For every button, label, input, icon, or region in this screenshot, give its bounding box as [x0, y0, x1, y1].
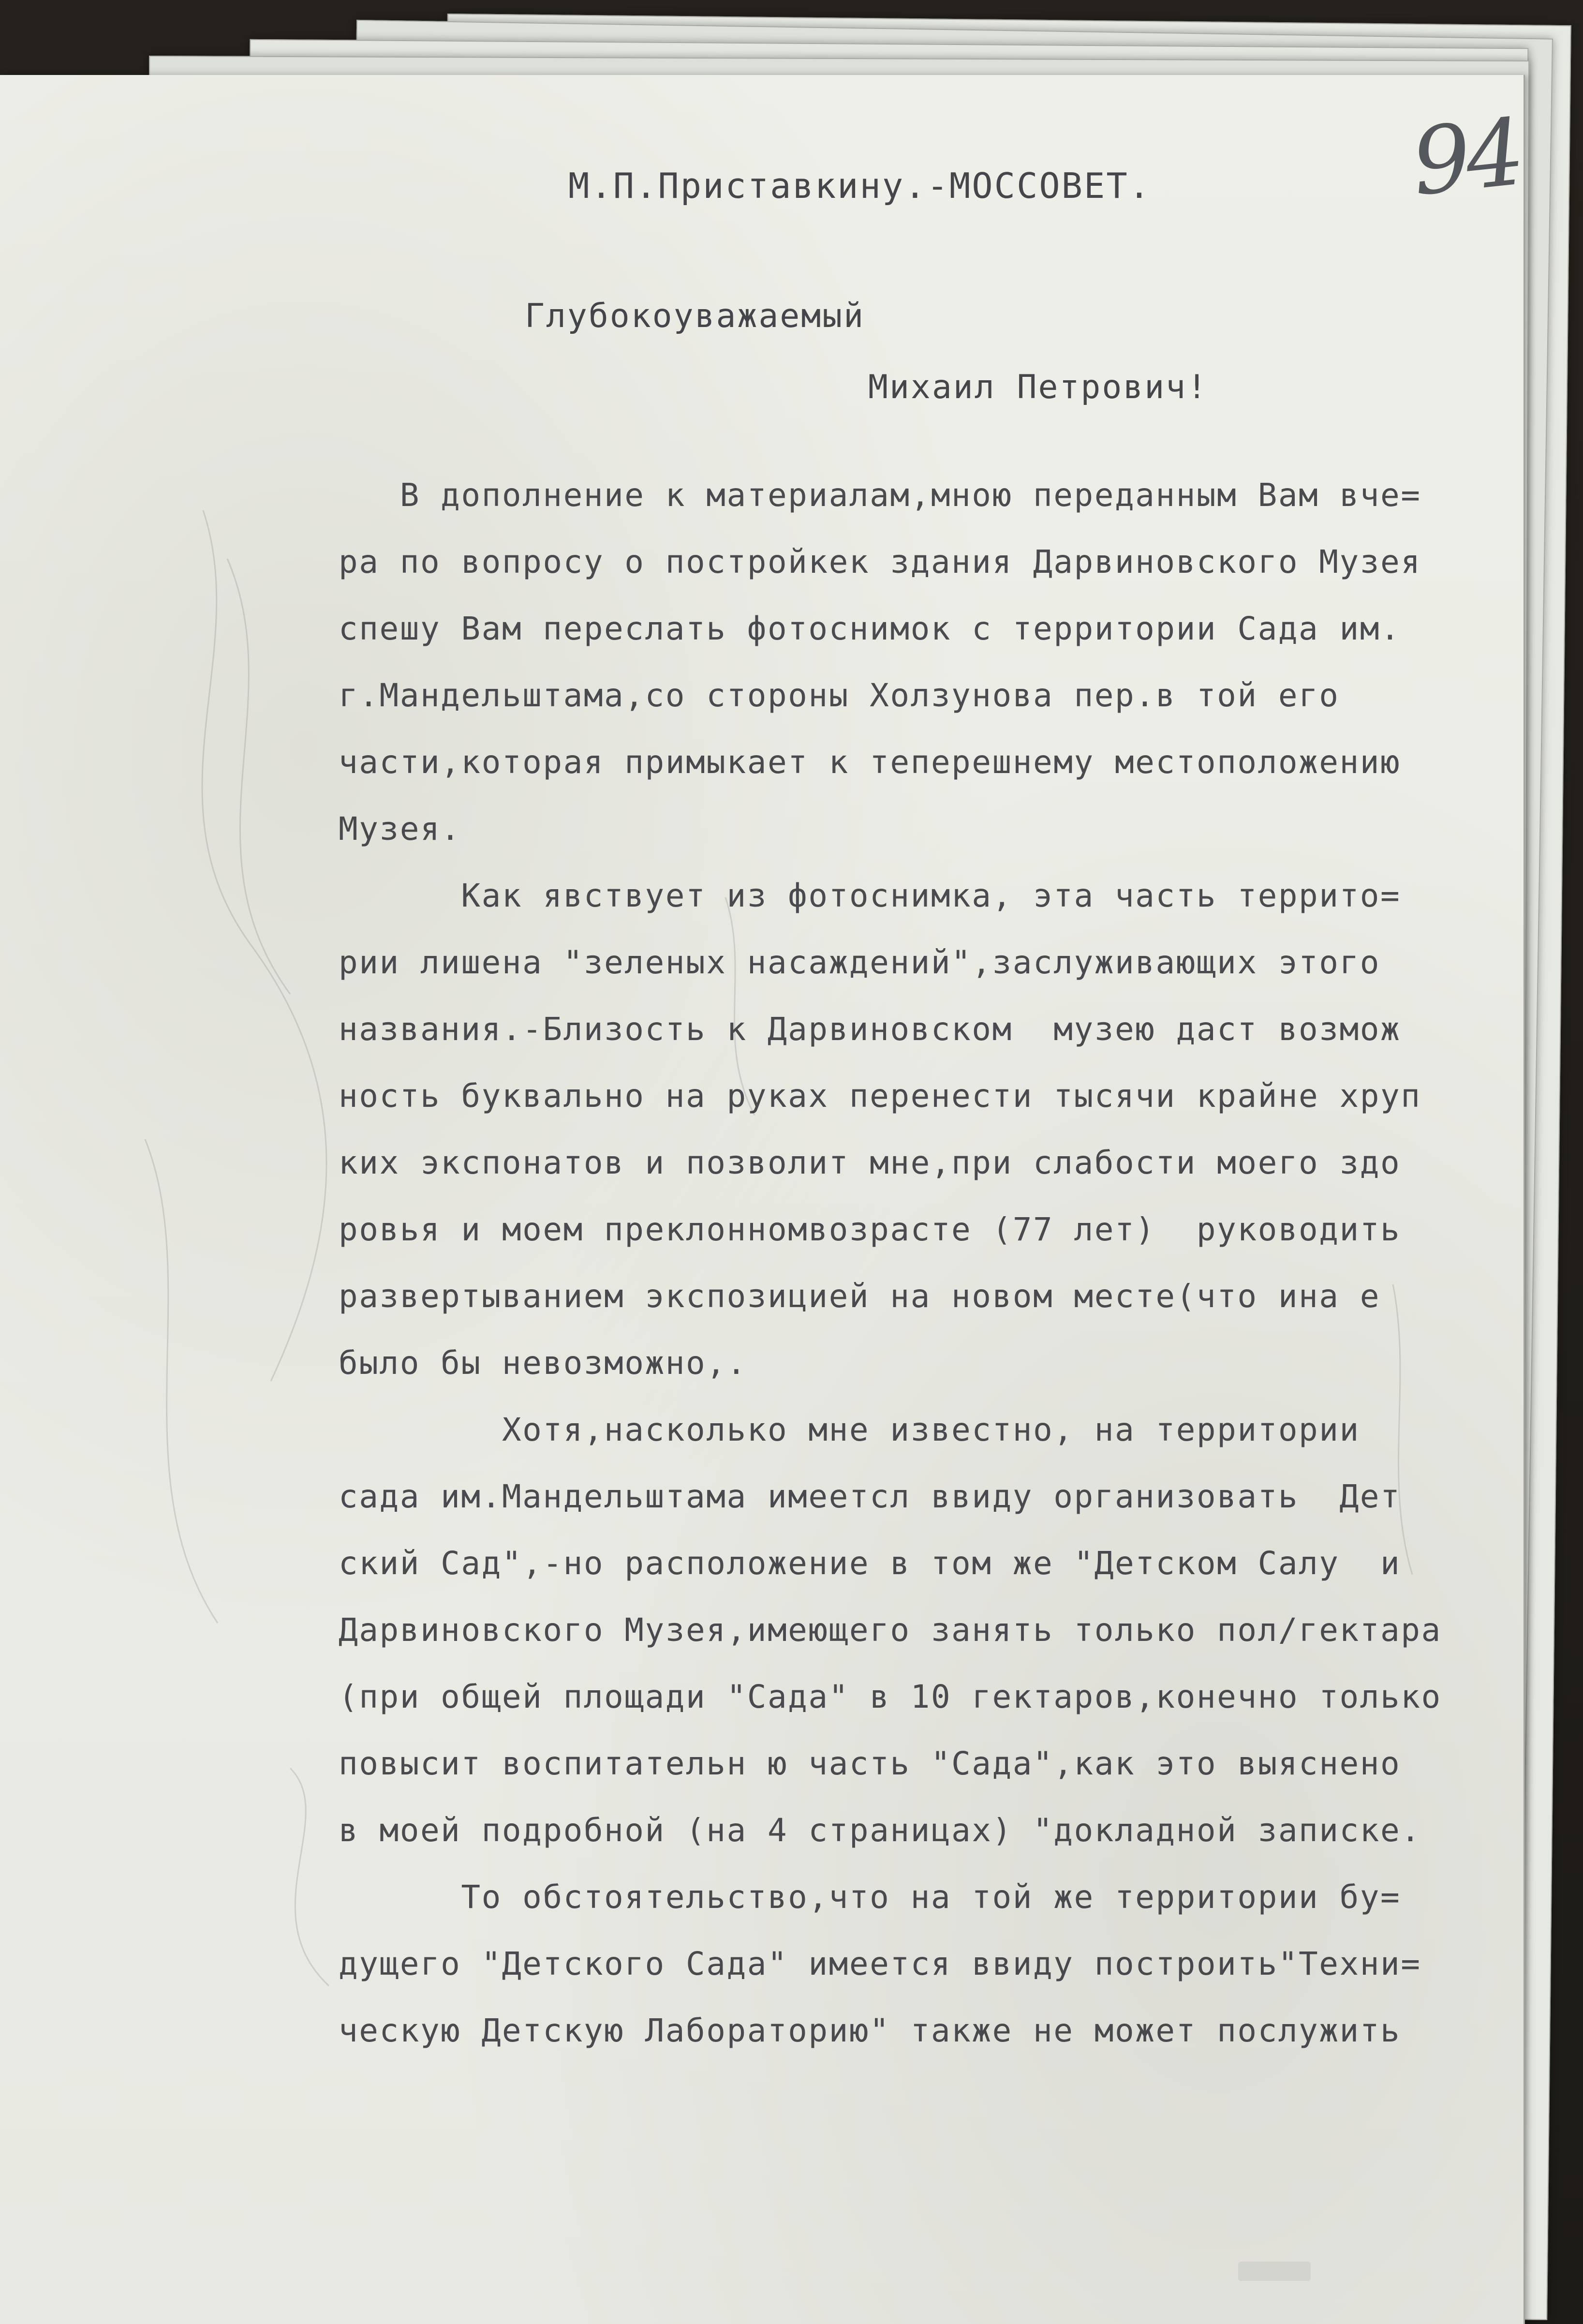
body-line: Как явствует из фотоснимка, эта часть террито= — [339, 877, 1401, 914]
body-line: ский Сад",-но расположение в том же "Детском Салу и — [339, 1545, 1401, 1582]
body-line: части,которая примыкает к теперешнему местоположению — [339, 744, 1401, 781]
body-line: развертыванием экспозицией на новом месте(что ина е — [339, 1278, 1381, 1315]
body-line: повысит воспитательн ю часть "Сада",как это выяснено — [339, 1745, 1401, 1782]
greeting-line: Глубокоуважаемый — [525, 297, 865, 335]
letter-page — [0, 75, 1525, 2324]
body-line: ра по вопросу о постройкек здания Дарвиновского Музея — [339, 543, 1421, 581]
body-line: рии лишена "зеленых насаждений",заслуживающих этого — [339, 944, 1381, 981]
body-line: ческую Детскую Лабораторию" также не может послужить — [339, 2012, 1401, 2049]
body-line: (при общей площади "Сада" в 10 гектаров,конечно только — [339, 1678, 1442, 1715]
body-line: В дополнение к материалам,мною переданным Вам вче= — [339, 477, 1421, 514]
body-line: ровья и моем преклонномвозрасте (77 лет) руководить — [339, 1211, 1401, 1248]
faint-stamp-mark — [1238, 2262, 1311, 2281]
body-line: было бы невозможно,. — [339, 1344, 747, 1382]
body-line: Музея. — [339, 810, 461, 848]
page-number-handwritten: 94 — [1407, 99, 1525, 216]
body-line: То обстоятельство,что на той же территории бу= — [339, 1878, 1401, 1916]
body-line: Хотя,насколько мне известно, на территории — [339, 1411, 1360, 1448]
body-line: г.Мандельштама,со стороны Холзунова пер.в той его — [339, 677, 1340, 714]
body-line: Дарвиновского Музея,имеющего занять только пол/гектара — [339, 1611, 1442, 1649]
body-line: ких экспонатов и позволит мне,при слабости моего здо — [339, 1144, 1401, 1181]
letter-body — [339, 462, 1499, 2064]
body-line: сада им.Мандельштама имеетсл ввиду организовать Дет — [339, 1478, 1401, 1515]
body-line: названия.-Близость к Дарвиновском музею даст возмож — [339, 1011, 1401, 1048]
body-line: спешу Вам переслать фотоснимок с территории Сада им. — [339, 610, 1401, 647]
body-line: дущего "Детского Сада" имеется ввиду построить"Техни= — [339, 1945, 1421, 1982]
body-line: в моей подробной (на 4 страницах) "докладной записке. — [339, 1812, 1421, 1849]
greeting-name: Михаил Петрович! — [868, 368, 1209, 406]
body-line: ность буквально на руках перенести тысячи крайне хруп — [339, 1077, 1421, 1115]
addressee-line: М.П.Приставкину.-МОССОВЕТ. — [568, 165, 1152, 206]
